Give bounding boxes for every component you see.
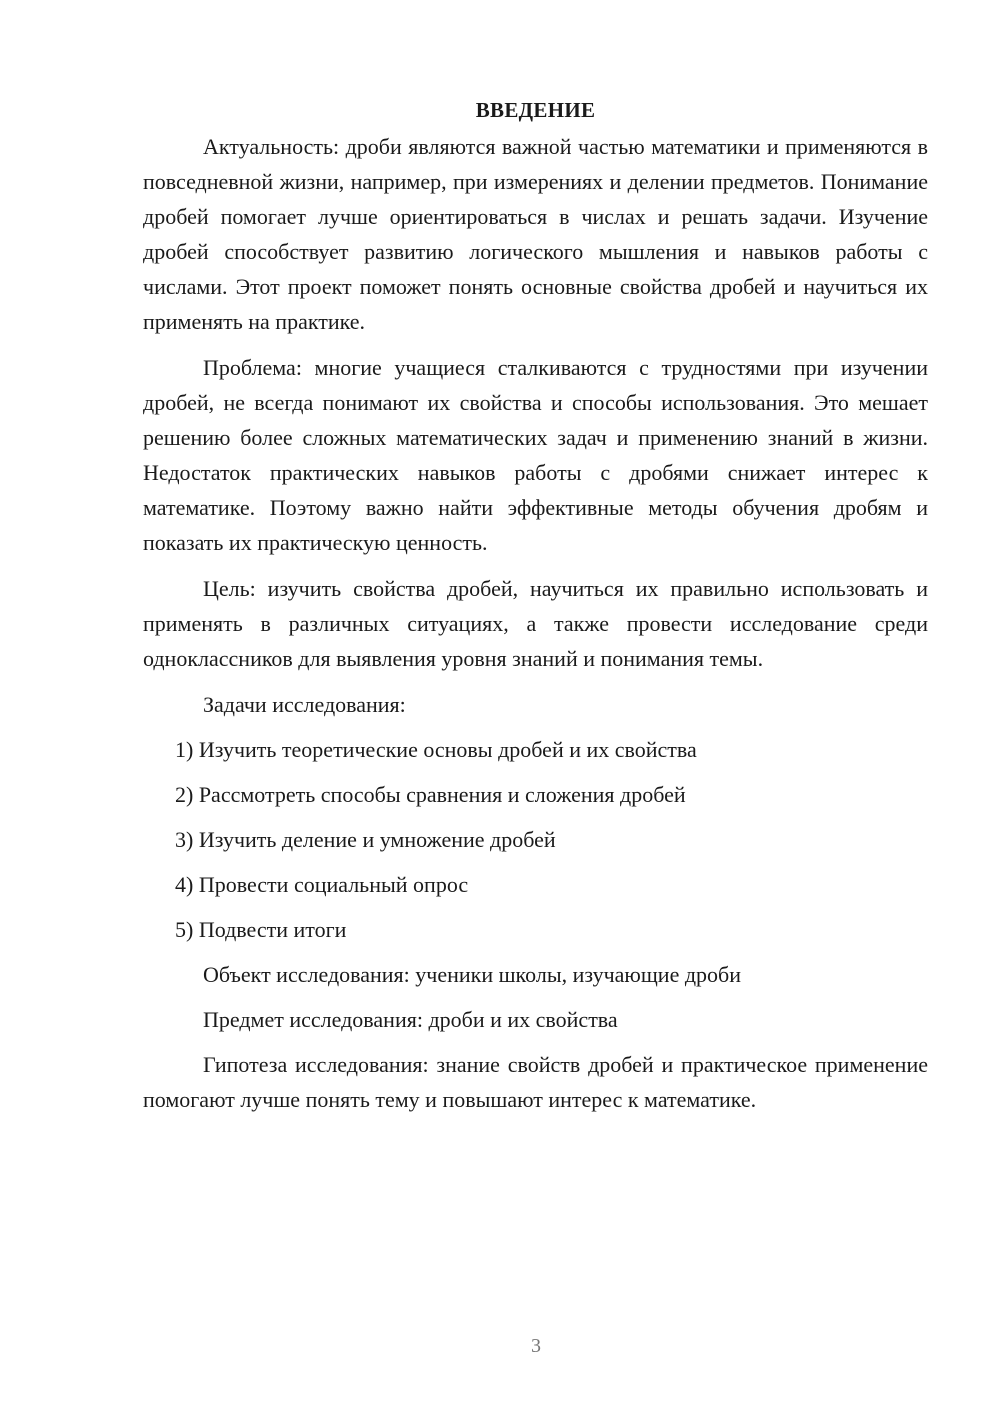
page-content [143,93,928,1128]
list-item: 5) Подвести итоги [175,917,347,942]
page-number: 3 [531,1335,541,1357]
list-item: 3) Изучить деление и умножение дробей [175,827,556,852]
research-object: Объект исследования: ученики школы, изучающие дроби [203,962,742,987]
tasks-list [143,732,928,947]
list-item: 2) Рассмотреть способы сравнения и сложения дробей [175,782,686,807]
research-subject: Предмет исследования: дроби и их свойства [203,1007,618,1032]
list-item: 1) Изучить теоретические основы дробей и их свойства [175,737,697,762]
list-item: 4) Провести социальный опрос [175,872,469,897]
hypothesis-paragraph: Гипотеза исследования: знание свойств дробей и практическое применение помогают лучше понять тему и повышают интерес к математике. [143,1052,928,1112]
goal-paragraph: Цель: изучить свойства дробей, научиться их правильно использовать и применять в различных ситуациях, а также провести исследование среди одноклассников для выявления уровня знаний и понимания темы. [143,576,928,671]
relevance-paragraph: Актуальность: дроби являются важной частью математики и применяются в повседневной жизни, например, при измерениях и делении предметов. Понимание дробей помогает лучше ориентироваться в числах и решать задачи. Изучение дробей способствует развитию логического мышления и навыков работы с числами. Этот проект поможет понять основные свойства дробей и научиться их применять на практике. [143,134,928,334]
tasks-heading: Задачи исследования: [203,692,406,717]
problem-paragraph: Проблема: многие учащиеся сталкиваются с трудностями при изучении дробей, не всегда понимают их свойства и способы использования. Это мешает решению более сложных математических задач и применению знаний в жизни. Недостаток практических навыков работы с дробями снижает интерес к математике. Поэтому важно найти эффективные методы обучения дробям и показать их практическую ценность. [143,355,928,555]
page-title: ВВЕДЕНИЕ [475,98,596,122]
